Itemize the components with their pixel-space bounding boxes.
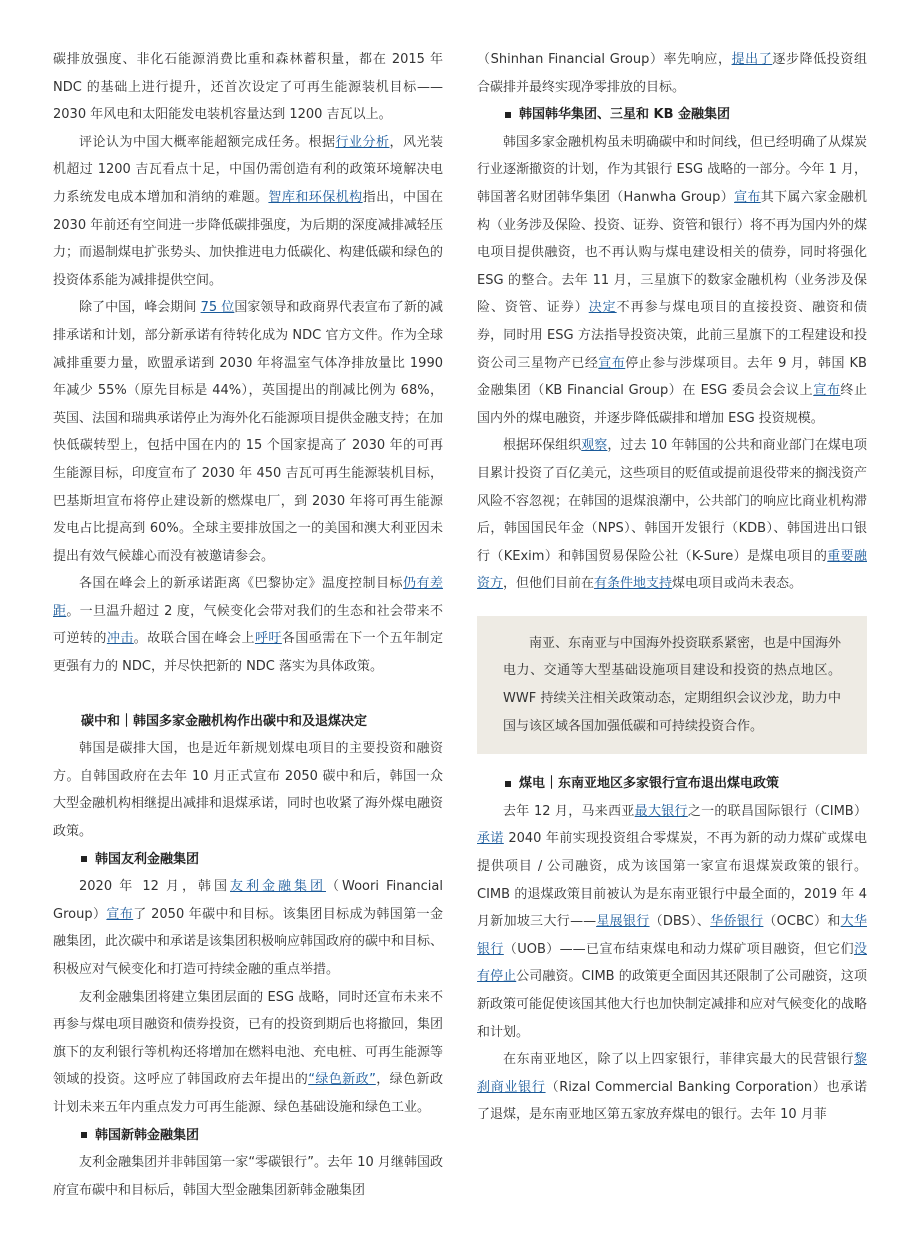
left-column [53,46,443,1204]
paragraph-ndc-targets: 碳排放强度、非化石能源消费比重和森林蓄积量，都在 2015 年 NDC 的基础上进行提升，还首次设定了可再生能源装机目标——2030 年风电和太阳能发电装机容量达到 1200 吉瓦以上。 [53,52,443,123]
paragraph-hanwha-samsung-kb: 韩国多家金融机构虽未明确碳中和时间线，但已经明确了从煤炭行业逐渐撤资的计划，作为其银行 ESG 战略的一部分。今年 1 月，韩国著名财团韩华集团（Hanwha Group）宣布其下属六家金融机构（业务涉及保险、投资、证券、资管和银行）将不再为国内外的煤电项目提供融资，也不再认购与煤电建设相关的债券，同时将强化 ESG 的整合。去年 11 月，三星旗下的数家金融机构（业务涉及保险、资管、证券）决定不再参与煤电项目的直接投资、融资和债券，同时用 ESG 方法指导投资决策，此前三星旗下的工程建设和投资公司三星物产已经宣布停止参与涉煤项目。去年 9 月，韩国 KB 金融集团（KB Financial Group）在 ESG 委员会会议上宣布终止国内外的煤电融资，并逐步降低碳排和增加 ESG 投资规模。 [477,134,868,426]
link-samsung-decision[interactable]: 决定 [588,300,617,316]
link-kb-announce[interactable]: 宣布 [813,383,841,399]
link-dbs[interactable]: 星展银行 [596,914,650,930]
paragraph-woori-announcement: 2020 年 12 月，韩国友利金融集团（Woori Financial Group）宣布了 2050 年碳中和目标。该集团目标成为韩国第一金融集团，此次碳中和承诺是该集团积极响应韩国政府的碳中和目标、积极应对气候变化和打造可持续金融的重点举措。 [53,879,444,977]
link-hanwha-announce[interactable]: 宣布 [734,189,761,205]
link-largest-bank[interactable]: 最大银行 [634,803,688,819]
bullet-heading-woori: 韩国友利金融集团 [53,846,443,874]
link-rcbc[interactable]: 黎刹商业银行 [477,1052,867,1095]
link-proposed[interactable]: 提出了 [731,52,773,67]
right-column [477,46,867,1129]
paragraph-korea-intro: 韩国是碳排大国，也是近年新规划煤电项目的主要投资和融资方。自韩国政府在去年 10 月正式宣布 2050 碳中和后，韩国一众大型金融机构相继提出减排和退煤承诺，同时也收紧了海外煤电融资政策。 [53,741,444,840]
link-75-leaders[interactable]: 75 位 [200,300,235,316]
paragraph-shinhan-cont: （Shinhan Financial Group）率先响应，提出了逐步降低投资组合碳排并最终实现净零排放的目标。 [477,52,867,95]
link-green-new-deal[interactable]: “绿色新政” [308,1072,376,1088]
link-cimb-commit[interactable]: 承诺 [477,831,504,847]
link-still-gap[interactable]: 仍有差距 [53,576,443,619]
link-woori-financial[interactable]: 友利金融集团 [230,879,326,895]
wwf-callout-box [477,616,867,754]
link-major-financiers[interactable]: 重要融资方 [477,548,867,592]
link-woori-announce[interactable]: 宣布 [106,906,134,922]
link-not-stopped[interactable]: 没有停止 [477,941,867,985]
paragraph-rcbc: 在东南亚地区，除了以上四家银行，菲律宾最大的民营银行黎刹商业银行（Rizal Commercial Banking Corporation）也承诺了退煤，是东南亚地区第五家放弃煤电的银行。去年 10 月菲 [477,1052,867,1123]
paragraph-summit-commitments: 除了中国，峰会期间 75 位国家领导和政商界代表宣布了新的减排承诺和计划，部分新承诺有待转化成为 NDC 官方文件。作为全球减排重要力量，欧盟承诺到 2030 年将温室气体净排放量比 1990 年减少 55%（原先目标是 44%），英国提出的削减比例为 68%，英国、法国和瑞典承诺停止为海外化石能源项目提供金融支持；在加快低碳转型上，包括中国在内的 15 个国家提高了 2030 年的可再生能源目标，印度宣布了 2030 年 450 吉瓦可再生能源装机目标，巴基斯坦宣布将停止建设新的燃煤电厂，到 2030 年将可再生能源发电占比提高到 60%。全球主要排放国之一的美国和澳大利亚因未提出有效气候雄心而没有被邀请参会。 [53,300,444,564]
bullet-heading-hanwha-samsung-kb: 韩国韩华集团、三星和 KB 金融集团 [477,101,867,129]
paragraph-china-assessment: 评论认为中国大概率能超额完成任务。根据行业分析，风光装机超过 1200 吉瓦看点十足，中国仍需创造有利的政策环境解决电力系统发电成本增加和消纳的难题。智库和环保机构指出，中国在 2030 年前还有空间进一步降低碳排强度，为后期的深度减排减轻压力；而遏制煤电扩张势头、加快推进电力低碳化、构建低碳和绿色的投资体系能为减排提供空间。 [53,134,444,288]
link-impact[interactable]: 冲击 [106,631,134,647]
link-uob[interactable]: 大华银行 [477,914,867,957]
link-industry-analysis[interactable]: 行业分析 [335,134,390,150]
paragraph-shinhan: 友利金融集团并非韩国第一家“零碳银行”。去年 10 月继韩国政府宣布碳中和目标后，韩国大型金融集团新韩金融集团 [53,1155,443,1198]
bullet-square-icon [505,112,511,118]
link-think-tanks[interactable]: 智库和环保机构 [268,189,363,205]
link-appeal[interactable]: 呼吁 [254,631,282,647]
bullet-square-icon [505,781,511,787]
bullet-square-icon [81,1132,87,1138]
callout-text: 南亚、东南亚与中国海外投资联系紧密，也是中国海外电力、交通等大型基础设施项目建设和投资的热点地区。WWF 持续关注相关政策动态，定期组织会议沙龙，助力中国与该区域各国加强低碳和可持续投资合作。 [503,635,842,734]
section-heading-carbon-neutral: 碳中和｜韩国多家金融机构作出碳中和及退煤决定 [81,713,368,729]
paragraph-paris-gap: 各国在峰会上的新承诺距离《巴黎协定》温度控制目标仍有差距。一旦温升超过 2 度，气候变化会带对我们的生态和社会带来不可逆转的冲击。故联合国在峰会上呼吁各国亟需在下一个五年制定更强有力的 NDC，并尽快把新的 NDC 落实为具体政策。 [53,576,443,675]
link-observation[interactable]: 观察 [581,438,608,454]
link-conditional-support[interactable]: 有条件地支持 [594,576,673,592]
link-ocbc[interactable]: 华侨银行 [710,914,764,930]
bullet-heading-shinhan: 韩国新韩金融集团 [53,1122,443,1150]
paragraph-korea-public-sector: 根据环保组织观察，过去 10 年韩国的公共和商业部门在煤电项目累计投资了百亿美元，这些项目的贬值或提前退役带来的搁浅资产风险不容忽视；在韩国的退煤浪潮中，公共部门的响应比商业机构滞后，韩国国民年金（NPS）、韩国开发银行（KDB）、韩国进出口银行（KExim）和韩国贸易保险公社（K-Sure）是煤电项目的重要融资方，但他们目前在有条件地支持煤电项目或尚未表态。 [477,438,868,592]
bullet-square-icon [81,856,87,862]
paragraph-woori-esg: 友利金融集团将建立集团层面的 ESG 战略，同时还宣布未来不再参与煤电项目融资和债券投资，已有的投资到期后也将撤回，集团旗下的友利银行等机构还将增加在燃料电池、充电桩、可再生能源等领域的投资。这呼应了韩国政府去年提出的“绿色新政”，绿色新政计划未来五年内重点发力可再生能源、绿色基础设施和绿色工业。 [53,989,444,1115]
bullet-heading-southeast-asia: 煤电｜东南亚地区多家银行宣布退出煤电政策 [477,770,867,798]
paragraph-cimb: 去年 12 月，马来西亚最大银行之一的联昌国际银行（CIMB）承诺 2040 年前实现投资组合零煤炭，不再为新的动力煤矿或煤电提供项目 / 公司融资，成为该国第一家宣布退煤炭政策的银行。CIMB 的退煤政策目前被认为是东南亚银行中最全面的，2019 年 4 月新加坡三大行——星展银行（DBS）、华侨银行（OCBC）和大华银行（UOB）——已宣布结束煤电和动力煤矿项目融资，但它们没有停止公司融资。CIMB 的政策更全面因其还限制了公司融资，这项新政策可能促使该国其他大行也加快制定减排和应对气候变化的战略和计划。 [477,803,868,1040]
link-samsung-ct-announce[interactable]: 宣布 [598,355,626,371]
